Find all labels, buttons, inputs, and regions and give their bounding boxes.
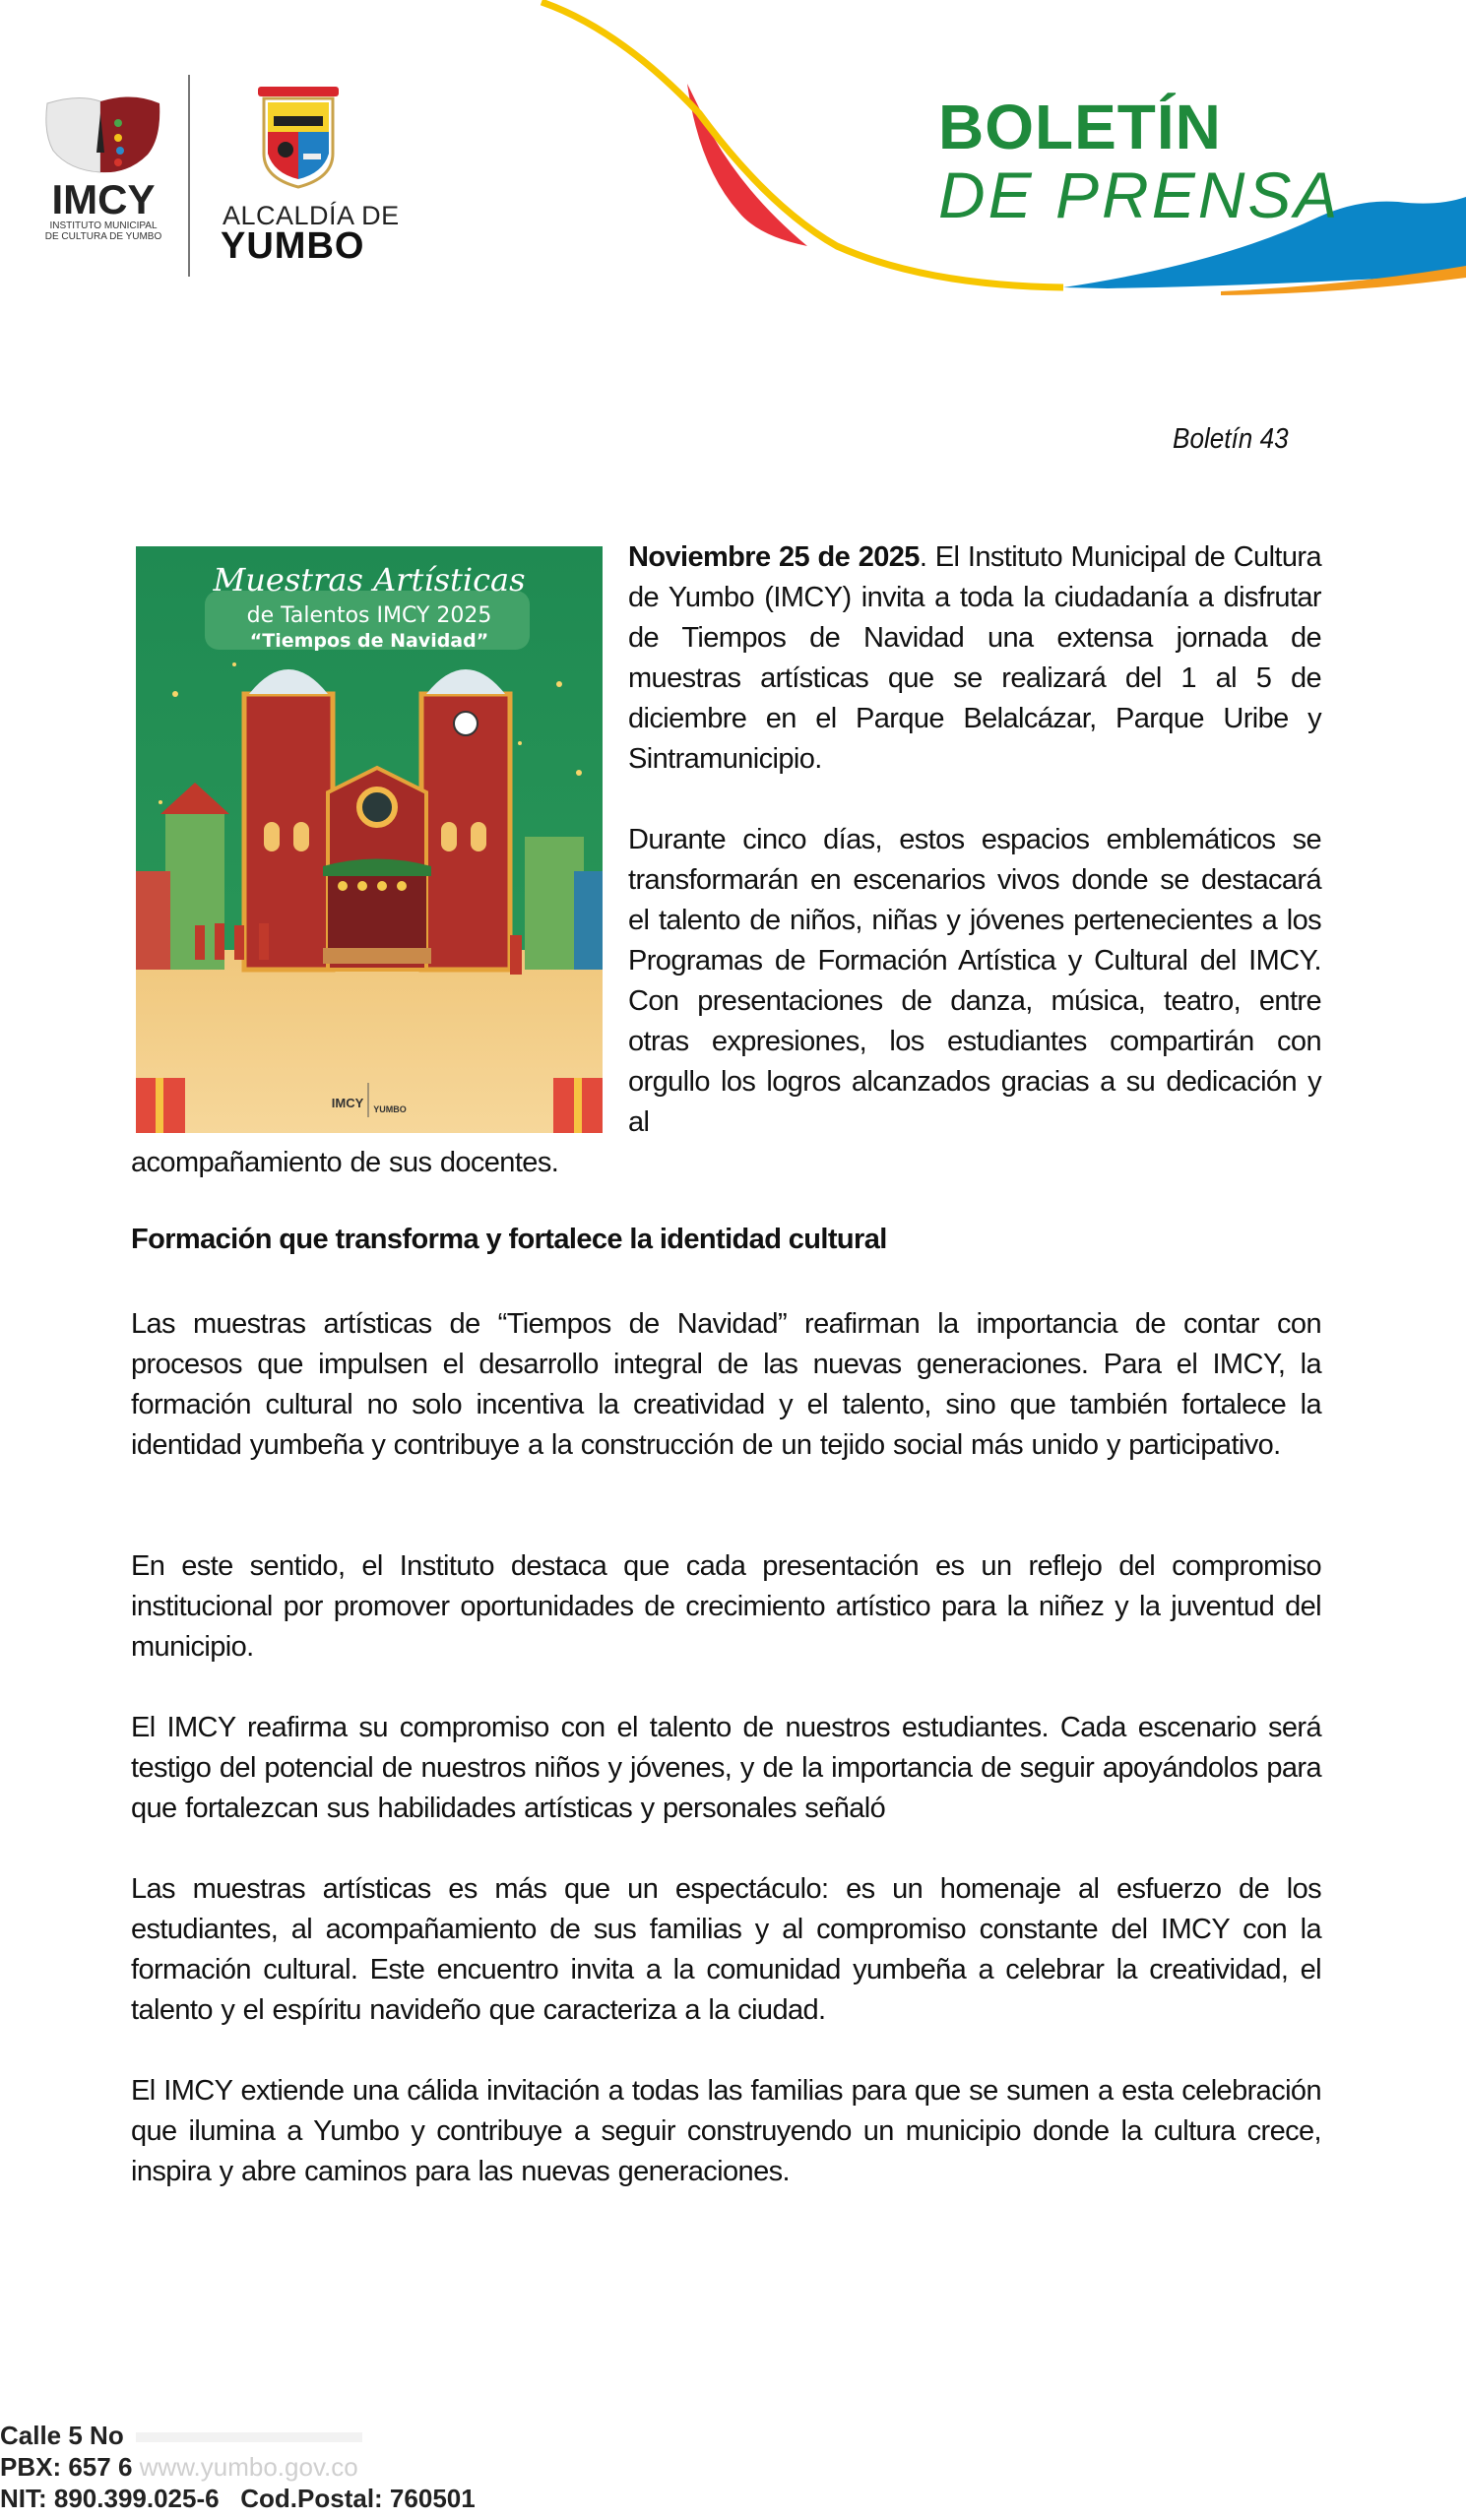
svg-text:INSTITUTO MUNICIPAL: INSTITUTO MUNICIPAL xyxy=(49,220,158,231)
event-poster-image xyxy=(136,546,603,1133)
alcaldia-line1: ALCALDÍA DE xyxy=(223,201,400,230)
imcy-logo xyxy=(39,94,167,251)
press-bulletin-subtitle: DE PRENSA xyxy=(938,158,1341,231)
imcy-mask-emblem-icon xyxy=(39,94,167,251)
article-paragraph-3: Las muestras artísticas de “Tiempos de Navidad” reafirman la importancia de contar con procesos que impulsen el desarrollo integral de las nuevas generaciones. Para el IMCY, la formación cultural no solo incentiva la creatividad y el talento, sino que también fortalece la identidad yumbeña y contribuye a la construcción de un tejido social más unido y participativo. xyxy=(131,1308,1321,1461)
footer-nit: NIT: 890.399.025-6 xyxy=(0,2484,220,2513)
alcaldia-logo xyxy=(215,85,400,277)
footer-address-redacted xyxy=(136,2432,362,2442)
poster-tagline: “Tiempos de Navidad” xyxy=(249,630,489,652)
yumbo-shield-icon xyxy=(244,85,362,193)
poster-subtitle: de Talentos IMCY 2025 xyxy=(246,603,492,628)
article-intro-paragraph: Noviembre 25 de 2025. El Instituto Municipal de Cultura de Yumbo (IMCY) invita a toda la ciudadanía a disfrutar de Tiempos de Navidad una extensa jornada de muestras artísticas que se realizará del 1 al 5 de diciembre en el Parque Belalcázar, Parque Uribe y Sintramunicipio. xyxy=(628,541,1321,775)
alcaldia-line2: YUMBO xyxy=(221,225,365,267)
press-bulletin-title: BOLETÍN xyxy=(938,92,1222,162)
footer-address: Calle 5 No xyxy=(0,2421,124,2450)
svg-text:DE CULTURA DE YUMBO: DE CULTURA DE YUMBO xyxy=(44,231,162,242)
footer-pbx: PBX: 657 6 xyxy=(0,2452,133,2482)
article-paragraph-2-tail: acompañamiento de sus docentes. xyxy=(131,1147,559,1178)
imcy-wordmark: IMCY xyxy=(51,176,156,222)
article-paragraph-2: Durante cinco días, estos espacios emblemáticos se transformarán en escenarios vivos donde se destacará el talento de niños, niñas y jóvenes pertenecientes a los Programas de Formación Artística y Cultural del IMCY. Con presentaciones de danza, música, teatro, entre otras expresiones, los estudiantes compartirán con orgullo los logros alcanzados gracias a su dedicación y al xyxy=(628,824,1321,1138)
article-paragraph-6: Las muestras artísticas es más que un espectáculo: es un homenaje al esfuerzo de los estudiantes, al acompañamiento de sus familias y al compromiso constante del IMCY con la formación cultural. Este encuentro invita a la comunidad yumbeña a celebrar la creatividad, el talento y el espíritu navideño que caracteriza a la ciudad. xyxy=(131,1873,1321,2026)
footer-contact xyxy=(0,2420,476,2514)
footer-website[interactable]: www.yumbo.gov.co xyxy=(139,2452,358,2482)
poster-imcy-logo: IMCY xyxy=(331,1096,364,1110)
poster-title: Muestras Artísticas xyxy=(213,561,526,598)
article-paragraph-4: En este sentido, el Instituto destaca que cada presentación es un reflejo del compromiso institucional por promover oportunidades de crecimiento artístico para la niñez y la juventud del municipio. xyxy=(131,1550,1321,1663)
footer-postal-code: Cod.Postal: 760501 xyxy=(240,2484,476,2513)
poster-yumbo-logo: YUMBO xyxy=(373,1104,407,1114)
logo-divider xyxy=(188,75,190,277)
article-date: Noviembre 25 de 2025 xyxy=(628,541,920,573)
article-subheading: Formación que transforma y fortalece la identidad cultural xyxy=(131,1224,887,1255)
article-paragraph-7: El IMCY extiende una cálida invitación a todas las familias para que se sumen a esta celebración que ilumina a Yumbo y contribuye a seguir construyendo un municipio donde la cultura crece, inspira y abre caminos para las nuevas generaciones. xyxy=(131,2075,1321,2187)
bulletin-number: Boletín 43 xyxy=(1173,423,1289,455)
article-paragraph-5: El IMCY reafirma su compromiso con el talento de nuestros estudiantes. Cada escenario será testigo del potencial de nuestros niños y jóvenes, y de la importancia de seguir apoyándolos para que fortalezcan sus habilidades artísticas y personales señaló xyxy=(131,1712,1321,1824)
